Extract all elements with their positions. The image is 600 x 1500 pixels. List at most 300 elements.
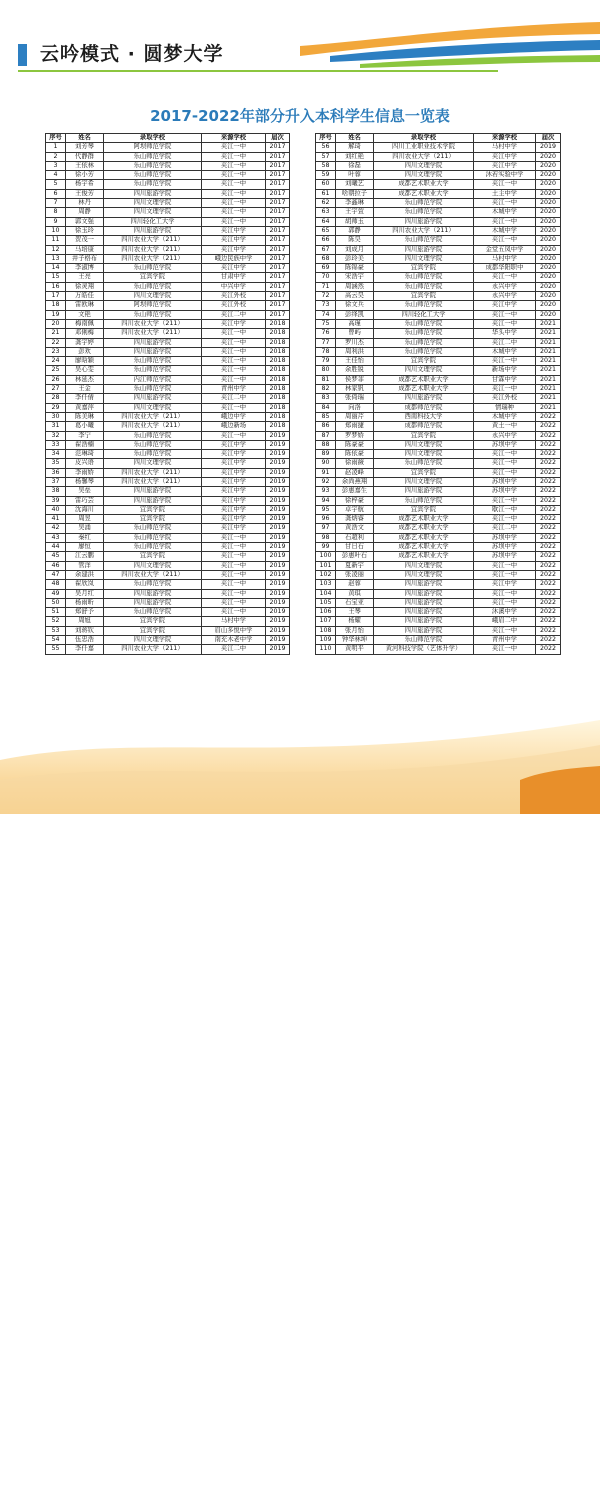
table-row: [46, 199, 290, 208]
col-header-year: 届次: [266, 134, 290, 143]
table-row: [46, 357, 290, 366]
cell-admitted-school: 四川文理学院: [104, 561, 202, 570]
cell-index: 100: [316, 552, 336, 561]
cell-admitted-school: 四川农业大学（211）: [104, 236, 202, 245]
cell-admitted-school: 四川农业大学（211）: [104, 468, 202, 477]
table-row: [316, 561, 561, 570]
cell-admitted-school: 宜宾学院: [104, 515, 202, 524]
cell-year: 2022: [536, 608, 561, 617]
cell-index: 74: [316, 310, 336, 319]
cell-source-school: 夹江中学: [474, 161, 536, 170]
cell-year: 2022: [536, 533, 561, 542]
cell-source-school: 夹江中学: [474, 152, 536, 161]
cell-source-school: 夹江一中: [474, 199, 536, 208]
cell-index: 110: [316, 645, 336, 654]
cell-admitted-school: 四川轻化工大学: [104, 217, 202, 226]
cell-index: 24: [46, 357, 66, 366]
cell-year: 2017: [266, 152, 290, 161]
cell-year: 2018: [266, 319, 290, 328]
cell-name: 彭惠叶石: [336, 552, 374, 561]
cell-admitted-school: 乐山师范学院: [374, 329, 474, 338]
cell-index: 5: [46, 180, 66, 189]
cell-admitted-school: 乐山师范学院: [104, 171, 202, 180]
cell-year: 2022: [536, 524, 561, 533]
cell-source-school: 夹江中学: [202, 505, 266, 514]
cell-year: 2020: [536, 245, 561, 254]
table-row: [46, 375, 290, 384]
cell-admitted-school: 成都艺术职业大学: [374, 533, 474, 542]
cell-admitted-school: 四川旅游学院: [374, 245, 474, 254]
cell-index: 55: [46, 645, 66, 654]
cell-source-school: 夹江一中: [474, 450, 536, 459]
cell-index: 3: [46, 161, 66, 170]
table-row: [46, 264, 290, 273]
cell-index: 65: [316, 226, 336, 235]
cell-source-school: 苏坝中学: [474, 487, 536, 496]
cell-index: 103: [316, 580, 336, 589]
col-header-index: 序号: [46, 134, 66, 143]
table-row: [46, 273, 290, 282]
cell-source-school: 夹江一中: [474, 180, 536, 189]
cell-index: 59: [316, 171, 336, 180]
cell-name: 高瑾: [336, 319, 374, 328]
table-row: [46, 608, 290, 617]
cell-index: 104: [316, 589, 336, 598]
table-row: [46, 245, 290, 254]
cell-index: 25: [46, 366, 66, 375]
table-row: [316, 589, 561, 598]
cell-name: 雷巧芸: [66, 496, 104, 505]
cell-source-school: 夹江一中: [202, 171, 266, 180]
cell-source-school: 夹江中学: [202, 226, 266, 235]
table-row: [316, 152, 561, 161]
cell-source-school: 成都华阳职中: [474, 264, 536, 273]
cell-source-school: 夹江中学: [474, 580, 536, 589]
cell-source-school: 夹江中学: [474, 301, 536, 310]
cell-index: 108: [316, 626, 336, 635]
cell-name: 杨耀: [336, 617, 374, 626]
table-row: [316, 515, 561, 524]
header-accent-bar: [18, 44, 27, 66]
cell-source-school: 苏坝中学: [474, 552, 536, 561]
cell-admitted-school: 宜宾学院: [104, 626, 202, 635]
cell-admitted-school: 四川文理学院: [374, 570, 474, 579]
cell-name: 余胜锐: [336, 366, 374, 375]
cell-name: 皮兴语: [66, 459, 104, 468]
table-row: [46, 338, 290, 347]
cell-name: 王依林: [66, 161, 104, 170]
cell-index: 54: [46, 636, 66, 645]
cell-name: 徐梓豪: [336, 496, 374, 505]
cell-source-school: 夹江一中: [202, 561, 266, 570]
table-row: [46, 254, 290, 263]
cell-year: 2017: [266, 226, 290, 235]
cell-name: 龚炳睿: [336, 515, 374, 524]
cell-admitted-school: 四川旅游学院: [374, 626, 474, 635]
table-row: [46, 394, 290, 403]
cell-name: 侯梦菲: [336, 375, 374, 384]
cell-source-school: 夹江中学: [202, 319, 266, 328]
cell-year: 2020: [536, 264, 561, 273]
cell-name: 余建洪: [66, 570, 104, 579]
cell-year: 2021: [536, 357, 561, 366]
cell-index: 72: [316, 292, 336, 301]
table-row: [46, 468, 290, 477]
cell-index: 12: [46, 245, 66, 254]
cell-admitted-school: 乐山师范学院: [374, 636, 474, 645]
cell-index: 69: [316, 264, 336, 273]
cell-index: 39: [46, 496, 66, 505]
cell-source-school: 马村中学: [474, 143, 536, 152]
cell-year: 2022: [536, 645, 561, 654]
cell-admitted-school: 四川农业大学（211）: [104, 477, 202, 486]
cell-admitted-school: 成都艺术职业大学: [374, 385, 474, 394]
cell-year: 2021: [536, 329, 561, 338]
table-row: [46, 543, 290, 552]
table-row: [46, 143, 290, 152]
cell-source-school: 夹江中学: [202, 524, 266, 533]
col-header-admitted-school: 录取学校: [374, 134, 474, 143]
table-row: [316, 347, 561, 356]
cell-name: 李仟倩: [66, 394, 104, 403]
cell-year: 2020: [536, 208, 561, 217]
cell-admitted-school: 四川农业大学（211）: [104, 422, 202, 431]
cell-name: 李宁: [66, 431, 104, 440]
cell-admitted-school: 成都艺术职业大学: [374, 552, 474, 561]
cell-admitted-school: 四川旅游学院: [104, 226, 202, 235]
cell-year: 2020: [536, 236, 561, 245]
cell-name: 廖晗颖: [66, 357, 104, 366]
cell-year: 2022: [536, 422, 561, 431]
col-header-year: 届次: [536, 134, 561, 143]
cell-admitted-school: 乐山师范学院: [104, 608, 202, 617]
cell-source-school: 夹江外校: [202, 301, 266, 310]
cell-year: 2017: [266, 189, 290, 198]
cell-year: 2018: [266, 385, 290, 394]
cell-year: 2017: [266, 245, 290, 254]
cell-source-school: 夹江一中: [202, 189, 266, 198]
cell-year: 2019: [266, 636, 290, 645]
cell-index: 78: [316, 347, 336, 356]
cell-source-school: 夹江一中: [474, 459, 536, 468]
table-row: [46, 459, 290, 468]
cell-admitted-school: 宜宾学院: [374, 357, 474, 366]
cell-index: 38: [46, 487, 66, 496]
cell-year: 2022: [536, 543, 561, 552]
cell-source-school: 青州中学: [202, 385, 266, 394]
cell-source-school: 木城中学: [474, 208, 536, 217]
cell-index: 47: [46, 570, 66, 579]
cell-year: 2020: [536, 189, 561, 198]
table-row: [46, 477, 290, 486]
table-row: [46, 617, 290, 626]
cell-source-school: 甘霖中学: [474, 375, 536, 384]
cell-source-school: 木城中学: [474, 226, 536, 235]
cell-index: 33: [46, 440, 66, 449]
cell-year: 2020: [536, 171, 561, 180]
cell-admitted-school: 四川旅游学院: [374, 580, 474, 589]
table-row: [316, 161, 561, 170]
cell-name: 李淑博: [66, 264, 104, 273]
cell-year: 2018: [266, 394, 290, 403]
cell-admitted-school: 乐山师范学院: [374, 459, 474, 468]
cell-source-school: 夹江一中: [474, 515, 536, 524]
cell-admitted-school: 四川旅游学院: [374, 217, 474, 226]
cell-name: 徐磊: [336, 161, 374, 170]
cell-name: 胡师玉: [336, 217, 374, 226]
cell-admitted-school: 四川旅游学院: [104, 589, 202, 598]
cell-index: 20: [46, 319, 66, 328]
cell-name: 龚宇婷: [66, 338, 104, 347]
cell-admitted-school: 四川旅游学院: [374, 394, 474, 403]
cell-admitted-school: 乐山师范学院: [104, 180, 202, 189]
cell-source-school: 夹江中学: [202, 515, 266, 524]
cell-admitted-school: 乐山师范学院: [374, 282, 474, 291]
cell-admitted-school: 四川旅游学院: [104, 394, 202, 403]
table-row: [316, 217, 561, 226]
cell-year: 2018: [266, 422, 290, 431]
header-underline: [18, 70, 498, 72]
cell-source-school: 夹江中学: [202, 450, 266, 459]
cell-name: 黄浩文: [336, 524, 374, 533]
table-row: [316, 357, 561, 366]
cell-source-school: 眉山多悦中学: [202, 626, 266, 635]
cell-year: 2019: [266, 477, 290, 486]
cell-admitted-school: 内江师范学院: [104, 375, 202, 384]
cell-name: 罗梦娇: [336, 431, 374, 440]
cell-index: 64: [316, 217, 336, 226]
cell-year: 2017: [266, 310, 290, 319]
cell-name: 徐玉玲: [66, 226, 104, 235]
cell-admitted-school: 四川旅游学院: [104, 338, 202, 347]
table-row: [46, 385, 290, 394]
cell-index: 14: [46, 264, 66, 273]
cell-year: 2021: [536, 347, 561, 356]
cell-index: 94: [316, 496, 336, 505]
cell-source-school: 夹江一中: [202, 589, 266, 598]
table-row: [46, 533, 290, 542]
cell-source-school: 夹江二中: [474, 524, 536, 533]
cell-year: 2020: [536, 199, 561, 208]
cell-index: 92: [316, 477, 336, 486]
cell-name: 周昱: [66, 515, 104, 524]
cell-name: 彭惠嘉生: [336, 487, 374, 496]
cell-year: 2022: [536, 440, 561, 449]
cell-year: 2018: [266, 357, 290, 366]
cell-admitted-school: 乐山师范学院: [104, 161, 202, 170]
table-row: [46, 347, 290, 356]
cell-source-school: 夹江中学: [202, 468, 266, 477]
cell-name: 李仟嘉: [66, 645, 104, 654]
cell-source-school: 夹江中学: [202, 496, 266, 505]
table-row: [316, 366, 561, 375]
cell-name: 沈海川: [66, 505, 104, 514]
cell-source-school: 夹江二中: [202, 310, 266, 319]
cell-source-school: 永兴中学: [474, 292, 536, 301]
cell-index: 43: [46, 533, 66, 542]
cell-name: 吴心雯: [66, 366, 104, 375]
cell-source-school: 夹江一中: [202, 347, 266, 356]
cell-index: 11: [46, 236, 66, 245]
cell-index: 105: [316, 598, 336, 607]
cell-admitted-school: 乐山师范学院: [104, 580, 202, 589]
table-row: [46, 161, 290, 170]
cell-source-school: 夹江一中: [202, 375, 266, 384]
table-row: [316, 292, 561, 301]
cell-name: 郭静: [336, 226, 374, 235]
cell-name: 邓俐梅: [66, 329, 104, 338]
cell-name: 刘芳琴: [66, 143, 104, 152]
cell-year: 2019: [266, 580, 290, 589]
table-row: [316, 226, 561, 235]
cell-admitted-school: 四川旅游学院: [104, 189, 202, 198]
cell-source-school: 中兴中学: [202, 282, 266, 291]
cell-year: 2020: [536, 301, 561, 310]
cell-name: 向洛: [336, 403, 374, 412]
col-header-source-school: 来源学校: [474, 134, 536, 143]
table-row: [316, 487, 561, 496]
table-row: [46, 570, 290, 579]
cell-admitted-school: 四川文理学院: [374, 254, 474, 263]
cell-year: 2017: [266, 254, 290, 263]
cell-source-school: 夹江一中: [202, 143, 266, 152]
table-row: [316, 477, 561, 486]
cell-name: 解琦: [336, 143, 374, 152]
table-row: [316, 338, 561, 347]
cell-source-school: 夹江一中: [202, 329, 266, 338]
cell-name: 余尚燕翔: [336, 477, 374, 486]
cell-name: 杨雨昕: [66, 598, 104, 607]
page-footer: [0, 700, 600, 1500]
cell-name: 王佳怡: [336, 357, 374, 366]
table-row: [316, 422, 561, 431]
cell-year: 2019: [266, 496, 290, 505]
cell-name: 啥朝拉子: [336, 189, 374, 198]
cell-year: 2019: [266, 543, 290, 552]
cell-index: 95: [316, 505, 336, 514]
cell-index: 36: [46, 468, 66, 477]
cell-name: 翟浩楠: [66, 440, 104, 449]
table-header-row: [316, 134, 561, 143]
cell-admitted-school: 四川文理学院: [374, 440, 474, 449]
cell-index: 10: [46, 226, 66, 235]
cell-source-school: 夹江一中: [202, 366, 266, 375]
cell-name: 石超利: [336, 533, 374, 542]
table-row: [46, 319, 290, 328]
cell-admitted-school: 四川农业大学（211）: [374, 152, 474, 161]
cell-name: 杨宇希: [66, 180, 104, 189]
cell-source-school: 土主中学: [474, 189, 536, 198]
cell-name: 李雨娇: [66, 468, 104, 477]
cell-year: 2022: [536, 412, 561, 421]
cell-source-school: 金堂五凤中学: [474, 245, 536, 254]
cell-source-school: 青州中学: [474, 636, 536, 645]
cell-admitted-school: 成都师范学院: [374, 403, 474, 412]
cell-index: 61: [316, 189, 336, 198]
cell-index: 89: [316, 450, 336, 459]
cell-admitted-school: 乐山师范学院: [104, 282, 202, 291]
cell-admitted-school: 四川工业职业技术学院: [374, 143, 474, 152]
cell-name: 李鑫琳: [336, 199, 374, 208]
cell-year: 2017: [266, 292, 290, 301]
cell-index: 44: [46, 543, 66, 552]
cell-admitted-school: 乐山师范学院: [104, 543, 202, 552]
cell-index: 50: [46, 598, 66, 607]
cell-admitted-school: 成都艺术职业大学: [374, 180, 474, 189]
table-row: [46, 180, 290, 189]
cell-name: 廖恒: [66, 543, 104, 552]
cell-admitted-school: 乐山师范学院: [104, 533, 202, 542]
cell-admitted-school: 乐山师范学院: [104, 310, 202, 319]
cell-name: 吴月红: [66, 589, 104, 598]
cell-admitted-school: 四川文理学院: [104, 199, 202, 208]
col-header-admitted-school: 录取学校: [104, 134, 202, 143]
cell-admitted-school: 四川文理学院: [104, 459, 202, 468]
table-row: [46, 301, 290, 310]
cell-name: 刘成月: [336, 245, 374, 254]
table-row: [316, 580, 561, 589]
cell-index: 80: [316, 366, 336, 375]
cell-admitted-school: 宜宾学院: [104, 273, 202, 282]
cell-index: 30: [46, 412, 66, 421]
cell-year: 2022: [536, 431, 561, 440]
cell-name: 周旭: [66, 617, 104, 626]
table-row: [316, 403, 561, 412]
cell-year: 2019: [266, 431, 290, 440]
cell-year: 2017: [266, 264, 290, 273]
cell-name: 徐小芳: [66, 171, 104, 180]
table-row: [46, 217, 290, 226]
cell-source-school: 夹江一中: [202, 552, 266, 561]
cell-source-school: 苏坝中学: [474, 440, 536, 449]
cell-source-school: 夹江一中: [474, 385, 536, 394]
table-row: [46, 171, 290, 180]
table-row: [316, 319, 561, 328]
cell-admitted-school: 成都艺术职业大学: [374, 524, 474, 533]
cell-source-school: 夹江一中: [474, 468, 536, 477]
cell-source-school: 夹江一中: [202, 570, 266, 579]
table-row: [316, 459, 561, 468]
cell-year: 2017: [266, 180, 290, 189]
cell-admitted-school: 乐山师范学院: [374, 347, 474, 356]
cell-source-school: 夹江一中: [474, 589, 536, 598]
cell-name: 文艳: [66, 310, 104, 319]
table-row: [316, 412, 561, 421]
cell-year: 2018: [266, 347, 290, 356]
cell-source-school: 夹江中学: [202, 477, 266, 486]
cell-source-school: 夹江一中: [474, 236, 536, 245]
cell-name: 周涵然: [336, 282, 374, 291]
table-row: [316, 608, 561, 617]
cell-admitted-school: 乐山师范学院: [104, 366, 202, 375]
table-row: [316, 598, 561, 607]
cell-index: 88: [316, 440, 336, 449]
table-row: [46, 450, 290, 459]
cell-year: 2017: [266, 171, 290, 180]
table-row: [46, 282, 290, 291]
table-row: [316, 254, 561, 263]
cell-year: 2019: [266, 487, 290, 496]
table-row: [316, 552, 561, 561]
table-row: [46, 515, 290, 524]
cell-name: 郭文强: [66, 217, 104, 226]
cell-year: 2019: [266, 524, 290, 533]
cell-admitted-school: 四川文理学院: [104, 208, 202, 217]
cell-index: 66: [316, 236, 336, 245]
page-header: [0, 0, 600, 80]
cell-index: 56: [316, 143, 336, 152]
cell-index: 68: [316, 254, 336, 263]
